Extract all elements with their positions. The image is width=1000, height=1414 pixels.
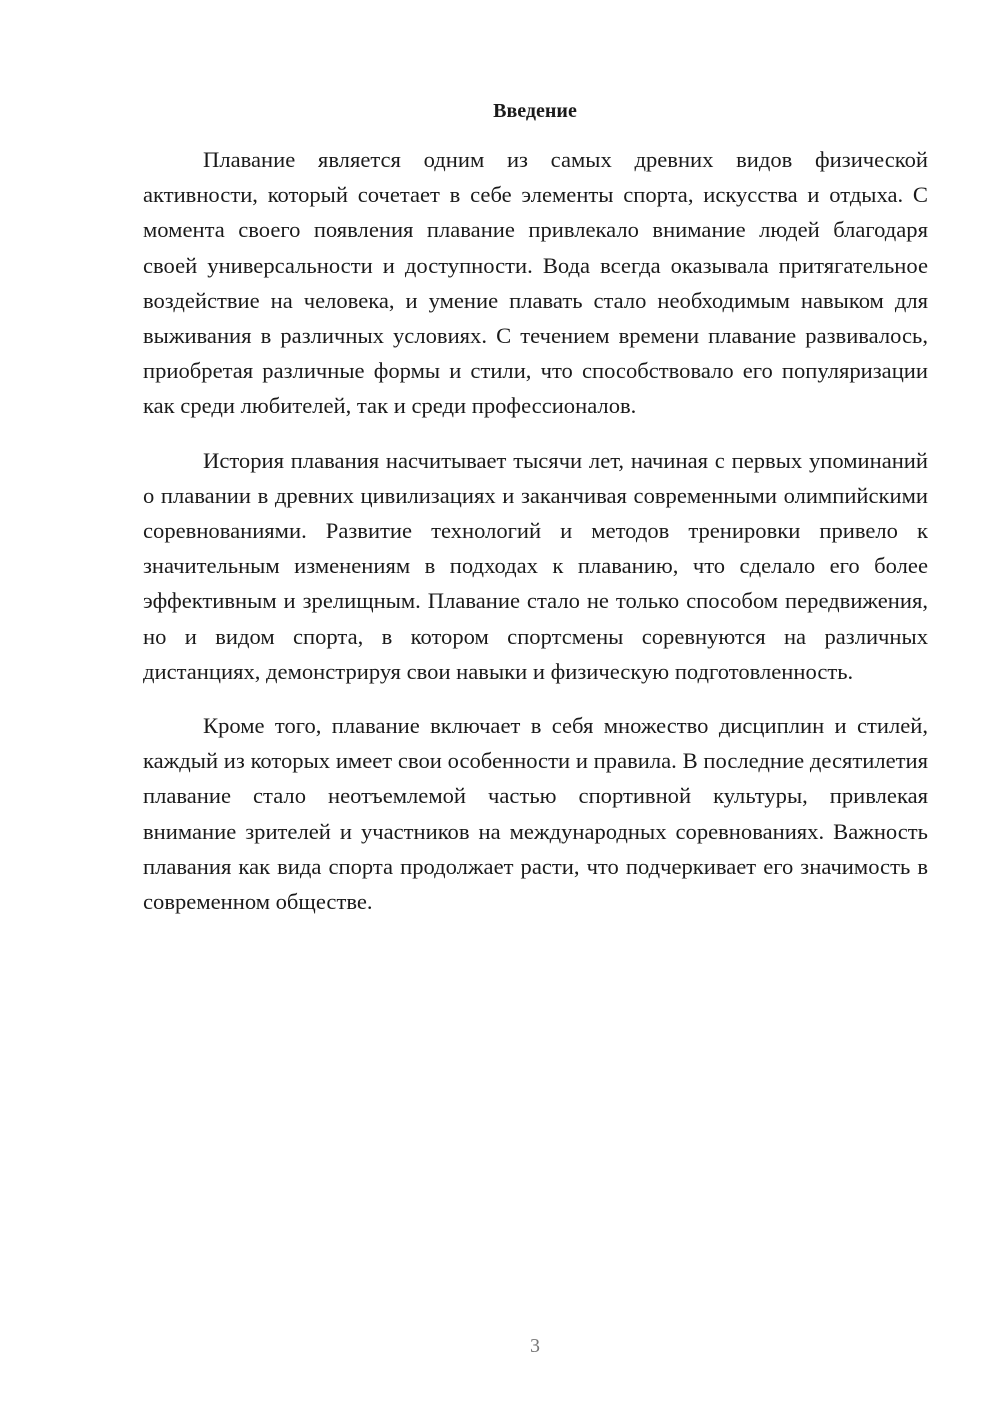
body-text [143, 142, 928, 938]
paragraph-1: Плавание является одним из самых древних видов физической активности, который сочетает в себе элементы спорта, искусства и отдыха. С момента своего появления плавание привлекало внимание людей благодаря своей универсальности и доступности. Вода всегда оказывала притягательное воздействие на человека, и умение плавать стало необходимым навыком для выживания в различных условиях. С течением времени плавание развивалось, приобретая различные формы и стили, что способствовало его популяризации как среди любителей, так и среди профессионалов. [143, 147, 928, 419]
paragraph-2: История плавания насчитывает тысячи лет, начиная с первых упоминаний о плавании в древних цивилизациях и заканчивая современными олимпийскими соревнованиями. Развитие технологий и методов тренировки привело к значительным изменениям в подходах к плаванию, что сделало его более эффективным и зрелищным. Плавание стало не только способом передвижения, но и видом спорта, в котором спортсмены соревнуются на различных дистанциях, демонстрируя свои навыки и физическую подготовленность. [143, 447, 928, 684]
paragraph-3: Кроме того, плавание включает в себя множество дисциплин и стилей, каждый из которых имеет свои особенности и правила. В последние десятилетия плавание стало неотъемлемой частью спортивной культуры, привлекая внимание зрителей и участников на международных соревнованиях. Важность плавания как вида спорта продолжает расти, что подчеркивает его значимость в современном обществе. [143, 713, 928, 915]
page-number: 3 [530, 1335, 540, 1357]
section-heading: Введение [493, 100, 577, 122]
